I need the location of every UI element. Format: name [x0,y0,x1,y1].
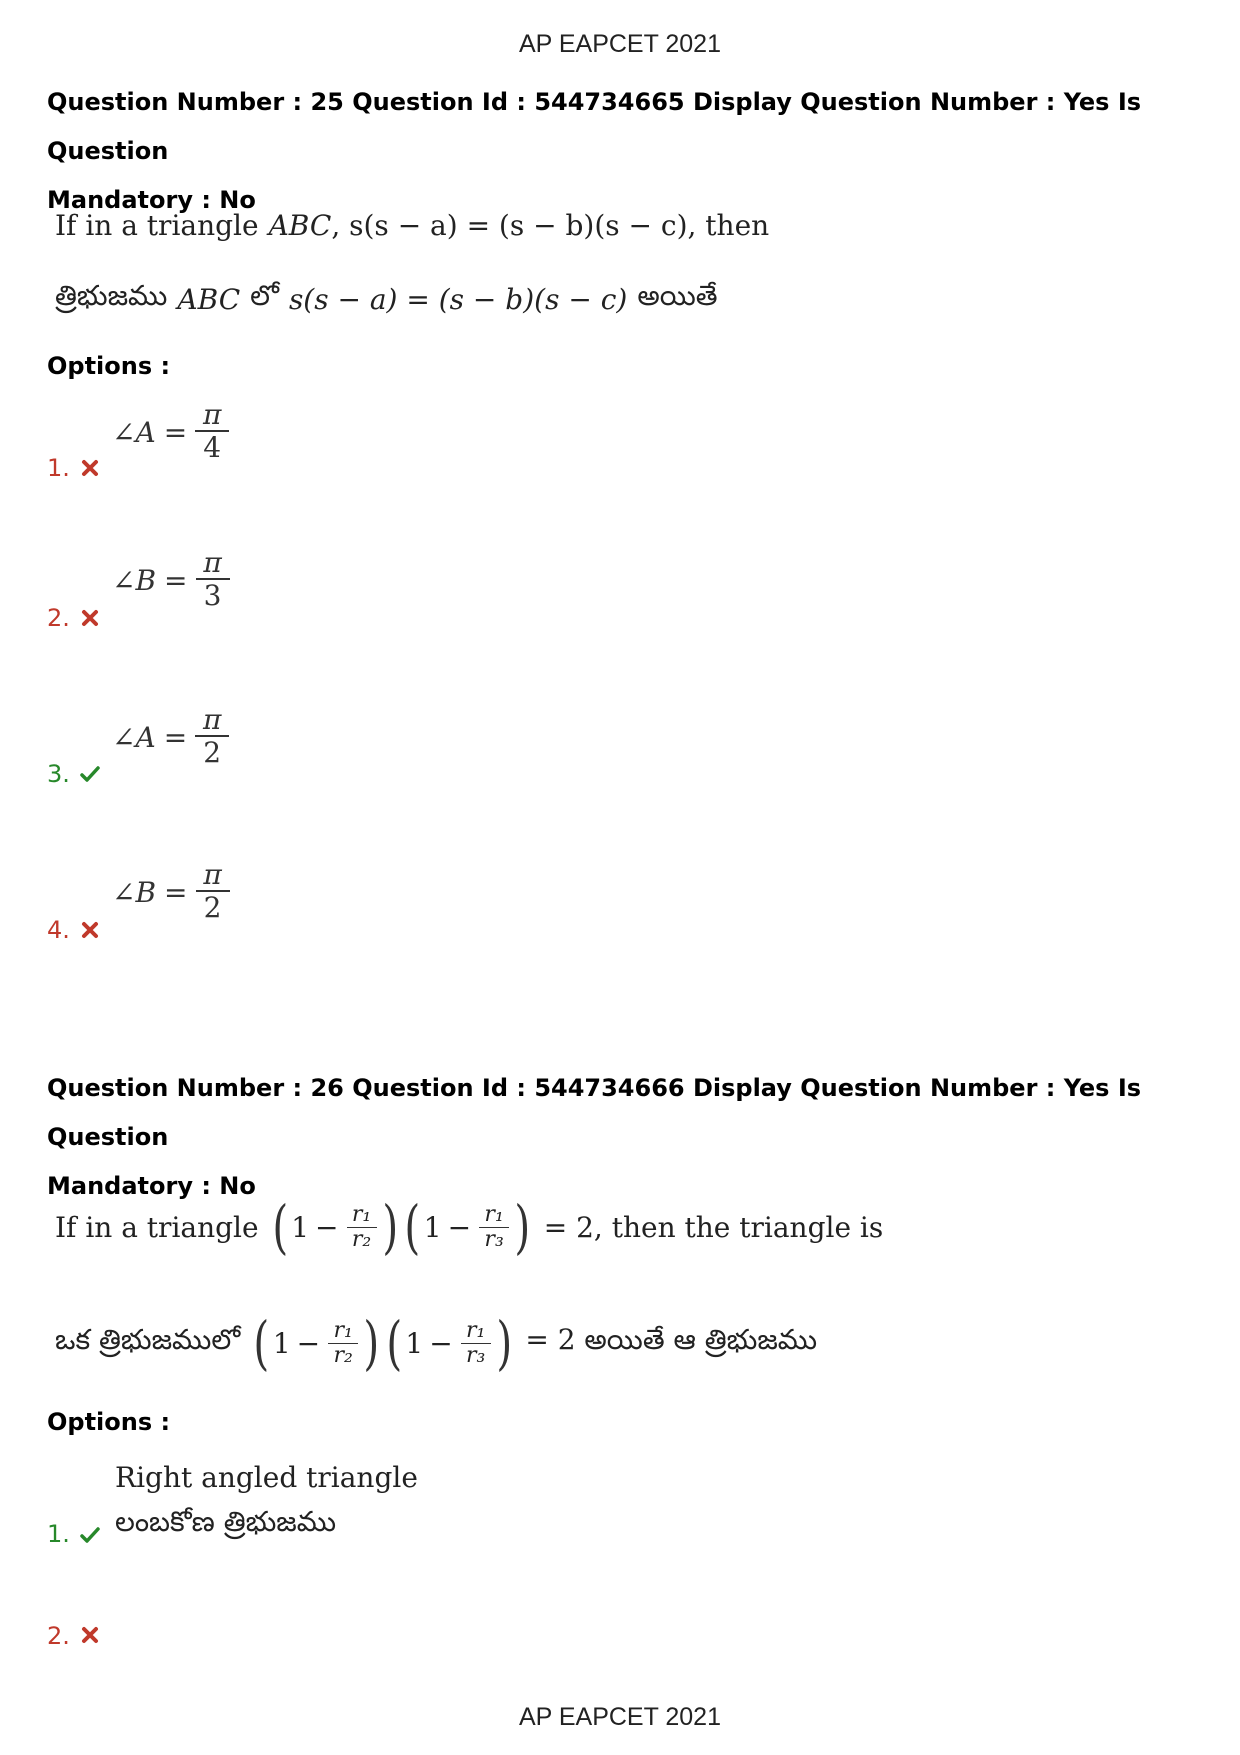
fraction-denominator: 2 [203,891,222,924]
question-25-option-1-number: 1. [47,454,70,482]
fraction-numerator: π [203,858,222,891]
question-26-header [47,1064,1197,1211]
question-25-option-3-expression [112,705,229,769]
page-header: AP EAPCET 2021 [519,30,721,58]
option-text-en: Right angled triangle [115,1461,418,1494]
page-footer: AP EAPCET 2021 [519,1703,721,1731]
question-25-meta-line1: Question Number : 25 Question Id : 544734665 Display Question Number : Yes Is Question [47,88,1142,165]
question-26-statement-te: ఒక త్రిభుజములో ( 1 − $\frac{\text{r₁}}{\text{r₂}}$ ) ( 1 − $\frac{\text{r₁}}{\text{r₃}}$ ) = 2 అయితే ఆ త్రిభుజము [55,1309,818,1377]
option-lhs: ∠A [112,415,156,449]
check-icon [80,764,100,784]
option-equals: = [163,415,188,449]
question-25-option-1-expression [112,400,229,464]
question-25-meta-line2: Mandatory : No [47,186,256,214]
fraction-numerator: π [203,546,222,579]
fraction-numerator: π [202,703,222,736]
option-fraction [195,705,229,769]
fraction-denominator: 3 [203,579,222,612]
option-text-te: లంబకోణ త్రిభుజము [115,1505,337,1538]
cross-icon [80,1625,100,1645]
option-lhs: ∠A [112,720,156,754]
fraction-denominator: 2 [203,736,222,769]
question-26-meta-line2: Mandatory : No [47,1172,256,1200]
cross-icon [80,920,100,940]
question-25-option-3-number: 3. [47,760,70,788]
option-fraction [196,860,230,924]
question-26-statement-en: If in a triangle ( 1 − $\frac{\text{r₁}}{\text{r₂}}$ ) ( 1 − $\frac{\text{r₁}}{\text{r₃}}$ ) = 2, then the triangle is [55,1193,884,1261]
question-26-option-1-number: 1. [47,1520,70,1548]
question-25-statement-te: త్రిభుజము ABC లో s(s − a) = (s − b)(s − c) అయితే [55,279,718,316]
question-25-option-2-number: 2. [47,604,70,632]
question-25-option-4-expression [112,860,230,924]
question-25-option-4-number: 4. [47,916,70,944]
fraction-numerator: π [202,398,222,431]
option-equals: = [164,563,188,597]
question-26-meta-line1: Question Number : 26 Question Id : 544734666 Display Question Number : Yes Is Question [47,1074,1142,1151]
option-lhs: ∠B [112,563,157,597]
question-25-option-2-expression [112,548,230,612]
option-equals: = [163,720,188,754]
question-26-options-label: Options : [47,1408,171,1436]
check-icon [80,1525,100,1545]
cross-icon [80,608,100,628]
option-fraction [196,548,230,612]
question-26-option-1-text [115,1456,418,1544]
fraction-denominator: 4 [203,431,222,464]
question-26-option-2-number: 2. [47,1622,70,1650]
cross-icon [80,458,100,478]
option-fraction [195,400,229,464]
option-equals: = [164,875,188,909]
question-25-statement-en: If in a triangle ABC , s(s − a) = (s − b)(s − c), then [55,208,770,242]
question-25-options-label: Options : [47,352,171,380]
option-lhs: ∠B [112,875,157,909]
